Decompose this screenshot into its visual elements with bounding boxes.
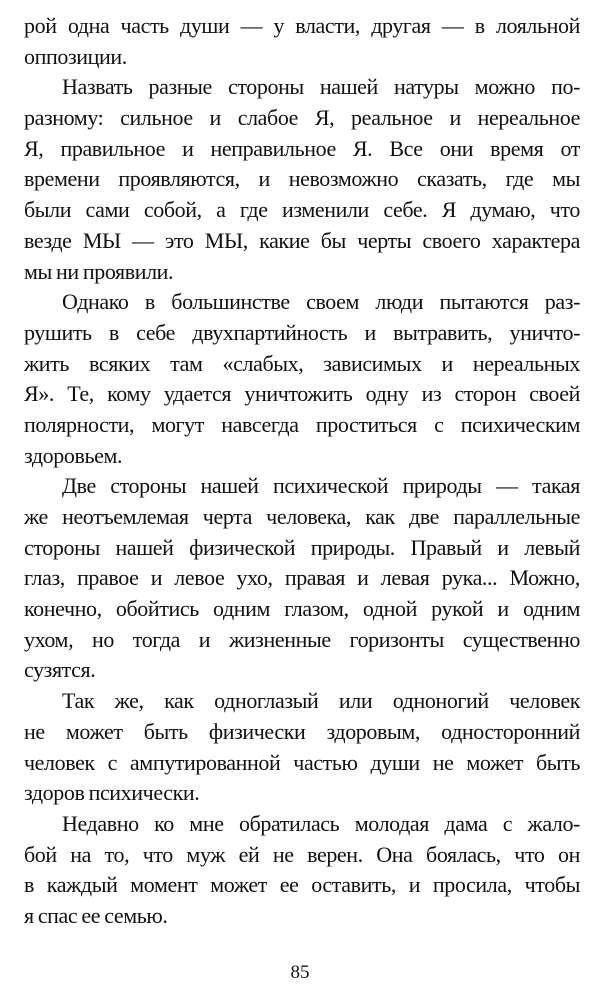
text-line: я спас ее семью. bbox=[24, 902, 168, 928]
text-line: ухом, но тогда и жизненные горизонты существенно bbox=[24, 626, 580, 652]
text-line: Я». Те, кому удается уничтожить одну из сторон своей bbox=[24, 381, 580, 407]
page-body bbox=[24, 11, 580, 932]
paragraph bbox=[24, 686, 580, 809]
text-line: рушить в себе двухпартийность и вытравить, уничто- bbox=[24, 319, 580, 345]
text-line: глаз, правое и левое ухо, правая и левая рука... Можно, bbox=[24, 565, 580, 591]
text-line: здоровьем. bbox=[24, 442, 123, 468]
text-line: жить всяких там «слабых, зависимых и нереальных bbox=[24, 350, 580, 376]
text-line: Я, правильное и неправильное Я. Все они время от bbox=[24, 135, 580, 161]
text-line: разному: сильное и слабое Я, реальное и нереальное bbox=[24, 105, 580, 131]
text-line: стороны нашей физической природы. Правый и левый bbox=[24, 534, 580, 560]
text-line: Однако в большинстве своем люди пытаются раз- bbox=[62, 289, 580, 315]
text-line: оппозиции. bbox=[24, 43, 127, 69]
text-line: бой на то, что муж ей не верен. Она боялась, что он bbox=[24, 841, 580, 867]
text-line: везде МЫ — это МЫ, какие бы черты своего характера bbox=[24, 227, 580, 253]
text-line: же неотъемлемая черта человека, как две параллельные bbox=[24, 504, 580, 529]
paragraph bbox=[24, 11, 580, 72]
text-line: Недавно ко мне обратилась молодая дама с жало- bbox=[62, 810, 580, 836]
text-line: времени проявляются, и невозможно сказать, где мы bbox=[24, 166, 580, 192]
text-line: Так же, как одноглазый или одноногий человек bbox=[62, 688, 580, 714]
text-line: здоров психически. bbox=[24, 780, 200, 806]
text-line: не может быть физически здоровым, односторонний bbox=[24, 718, 580, 744]
paragraph bbox=[24, 809, 580, 932]
paragraph bbox=[24, 471, 580, 686]
text-line: Две стороны нашей психической природы — такая bbox=[62, 473, 580, 499]
text-line: рой одна часть души — у власти, другая — в лояльной bbox=[24, 13, 580, 38]
text-line: мы ни проявили. bbox=[24, 258, 174, 284]
page-number: 85 bbox=[290, 962, 310, 983]
text-line: в каждый момент может ее оставить, и просила, чтобы bbox=[24, 872, 580, 898]
text-line: Назвать разные стороны нашей натуры можно по- bbox=[62, 74, 580, 100]
text-line: человек с ампутированной частью души не может быть bbox=[24, 749, 580, 775]
text-line: были сами собой, а где изменили себе. Я думаю, что bbox=[24, 197, 580, 223]
paragraph bbox=[24, 72, 580, 287]
text-line: конечно, обойтись одним глазом, одной рукой и одним bbox=[24, 596, 580, 622]
text-line: сузятся. bbox=[24, 657, 96, 683]
paragraph bbox=[24, 287, 580, 471]
text-line: полярности, могут навсегда проститься с психическим bbox=[24, 411, 580, 437]
